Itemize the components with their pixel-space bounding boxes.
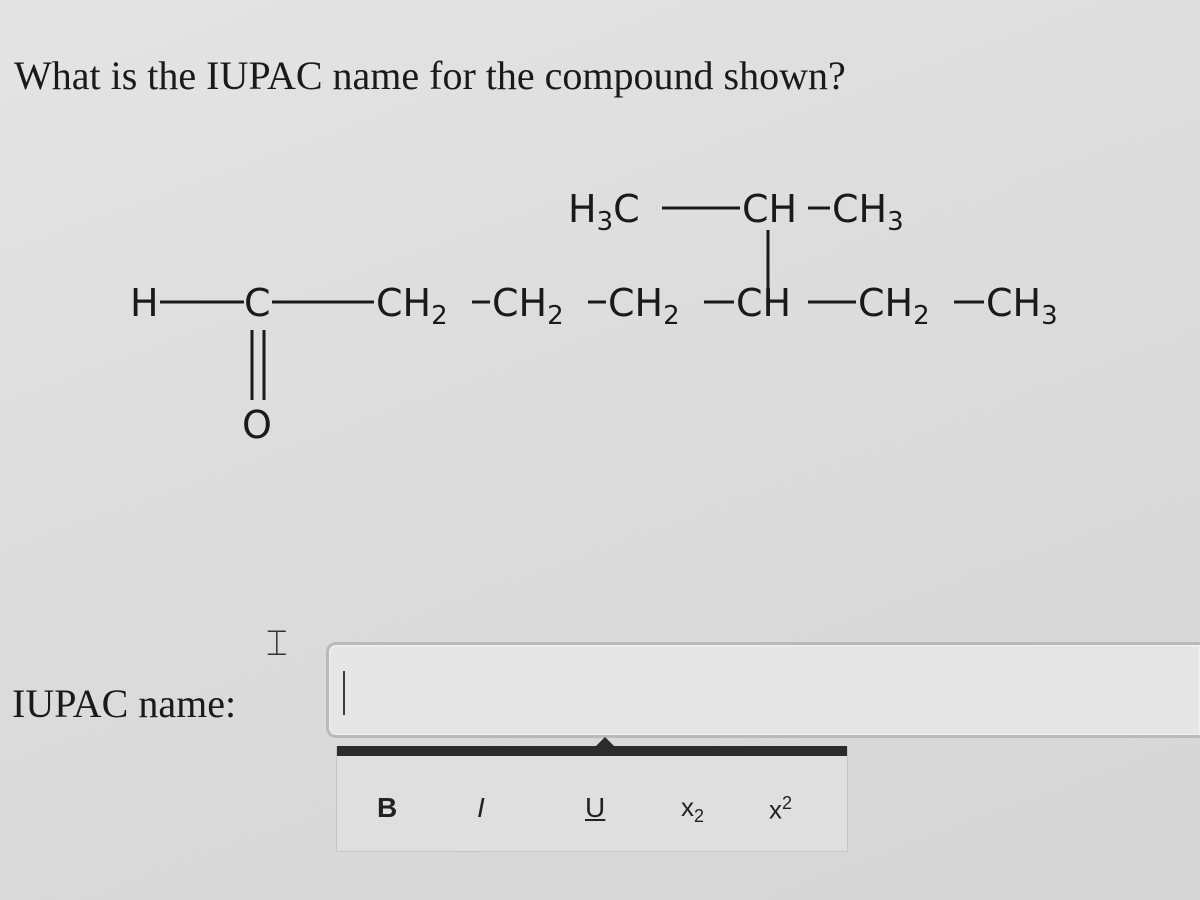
branch-h3c-label: $H_3C$ xyxy=(568,187,640,237)
superscript-button[interactable]: $x^2$ xyxy=(769,793,793,825)
chain-ch2-4-label: $CH_2$ xyxy=(858,281,930,331)
toolbar-top-bar xyxy=(337,746,847,756)
iupac-name-input[interactable] xyxy=(326,642,1200,738)
chain-ch2-1-label: $CH_2$ xyxy=(376,281,448,331)
bold-button[interactable]: B xyxy=(377,792,398,823)
carbonyl-c-label: C xyxy=(244,281,271,325)
question-text: What is the IUPAC name for the compound shown? xyxy=(14,53,846,98)
chain-ch-label: CH xyxy=(736,281,792,325)
branch-ch3-label: $CH_3$ xyxy=(832,187,904,237)
toolbar-pointer-arrow xyxy=(595,737,615,747)
iupac-name-label: IUPAC name: xyxy=(12,681,237,726)
chain-ch2-3-label: $CH_2$ xyxy=(608,281,680,331)
input-caret xyxy=(343,671,345,715)
chain-ch3-label: $CH_3$ xyxy=(986,281,1058,331)
italic-button[interactable]: I xyxy=(477,792,485,823)
aldehyde-h-label: H xyxy=(130,281,159,325)
formatting-toolbar xyxy=(336,746,848,852)
branch-ch-label: CH xyxy=(742,187,798,231)
chain-ch2-2-label: $CH_2$ xyxy=(492,281,564,331)
carbonyl-o-label: O xyxy=(242,403,272,447)
text-cursor-icon: ⌶ xyxy=(266,623,288,663)
underline-button[interactable]: U xyxy=(585,792,606,823)
subscript-button[interactable]: $x_2$ xyxy=(681,792,705,827)
